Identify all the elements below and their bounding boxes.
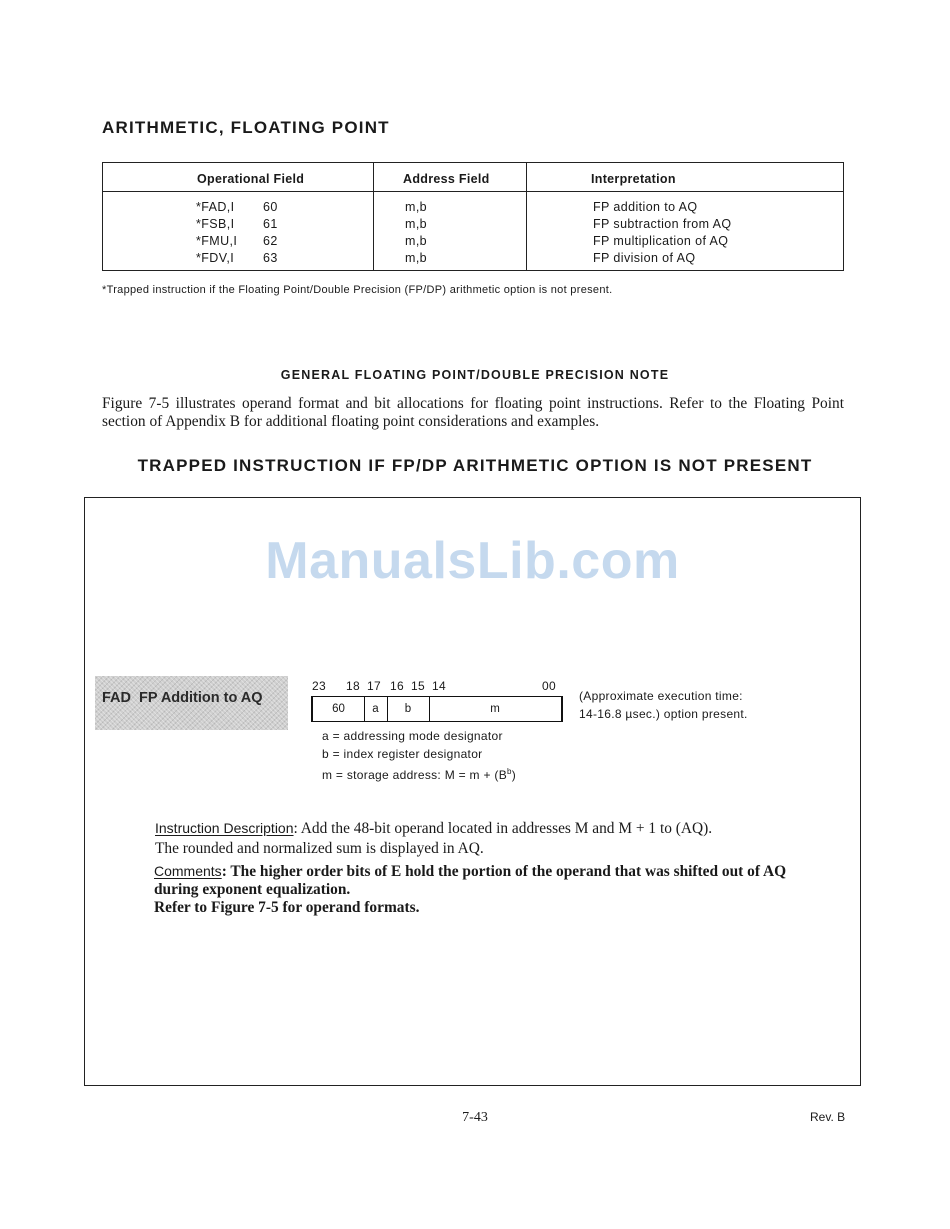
legend-m: [322, 763, 516, 785]
description-label: Instruction Description: [155, 820, 294, 836]
table-divider: [526, 163, 527, 270]
note-title: GENERAL FLOATING POINT/DOUBLE PRECISION NOTE: [280, 368, 670, 382]
header-interpretation: Interpretation: [591, 172, 676, 186]
comments-text: during exponent equalization.: [154, 881, 351, 898]
description-text: The rounded and normalized sum is displayed in AQ.: [155, 840, 484, 857]
instruction-comments: [154, 862, 854, 917]
note-body: Figure 7-5 illustrates operand format and bit allocations for floating point instructions. Refer to the Floating Point section of Appendix B for additional floating point considerations and examples.: [102, 395, 844, 430]
op-mnemonic: *FDV,I: [196, 251, 235, 265]
legend-m-close: ): [511, 768, 517, 782]
op-code: 63: [263, 251, 278, 265]
interpretation: FP multiplication of AQ: [593, 234, 729, 248]
instruction-tag: FAD FP Addition to AQ: [95, 676, 288, 730]
field-legend: [322, 728, 516, 785]
comments-text: : The higher order bits of E hold the portion of the operand that was shifted out of AQ: [221, 863, 787, 880]
bit-label: 17: [367, 679, 381, 693]
op-mnemonic: *FAD,I: [196, 200, 235, 214]
op-mnemonic: *FSB,I: [196, 217, 235, 231]
bit-label: 00: [542, 679, 556, 693]
field-a: a: [372, 703, 379, 715]
instruction-description: [155, 818, 860, 859]
address-field: m,b: [405, 251, 428, 265]
revision-label: Rev. B: [810, 1110, 846, 1124]
comments-text: Refer to Figure 7-5 for operand formats.: [154, 899, 420, 916]
table-divider: [373, 163, 374, 270]
page-number: 7-43: [462, 1110, 488, 1125]
watermark: ManualsLib.com: [265, 532, 680, 590]
legend-m-text: m = storage address: M = m + (B: [322, 768, 508, 782]
legend-b: b = index register designator: [322, 746, 483, 761]
instruction-table: [102, 162, 844, 271]
table-header-rule: [103, 191, 843, 192]
bit-label: 14: [432, 679, 446, 693]
execution-time: [579, 687, 748, 723]
address-field: m,b: [405, 217, 428, 231]
section-title: ARITHMETIC, FLOATING POINT: [102, 118, 390, 137]
field-opcode: 60: [332, 703, 345, 715]
field-b: b: [404, 703, 412, 715]
legend-m-superscript: b: [507, 767, 512, 776]
interpretation: FP division of AQ: [593, 251, 696, 265]
execution-time-line: 14-16.8 µsec.) option present.: [579, 707, 748, 721]
bit-label: 23: [312, 679, 326, 693]
op-mnemonic: *FMU,I: [196, 234, 238, 248]
execution-time-line: (Approximate execution time:: [579, 689, 743, 703]
comments-label: Comments: [154, 863, 222, 879]
interpretation: FP addition to AQ: [593, 200, 698, 214]
bit-label: 16: [390, 679, 404, 693]
instruction-word-format: [311, 696, 563, 722]
address-field: m,b: [405, 234, 428, 248]
legend-a: a = addressing mode designator: [322, 729, 503, 743]
op-code: 61: [263, 217, 278, 231]
op-code: 60: [263, 200, 278, 214]
header-operational-field: Operational Field: [197, 172, 305, 186]
description-text: : Add the 48-bit operand located in addresses M and M + 1 to (AQ).: [293, 820, 713, 837]
bit-label: 15: [411, 679, 425, 693]
address-field: m,b: [405, 200, 428, 214]
table-footnote: *Trapped instruction if the Floating Point/Double Precision (FP/DP) arithmetic option is not present.: [102, 284, 613, 296]
field-m: m: [490, 703, 500, 715]
interpretation: FP subtraction from AQ: [593, 217, 732, 231]
header-address-field: Address Field: [403, 172, 490, 186]
op-code: 62: [263, 234, 278, 248]
bit-label: 18: [346, 679, 360, 693]
trapped-instruction-title: TRAPPED INSTRUCTION IF FP/DP ARITHMETIC OPTION IS NOT PRESENT: [137, 456, 813, 475]
